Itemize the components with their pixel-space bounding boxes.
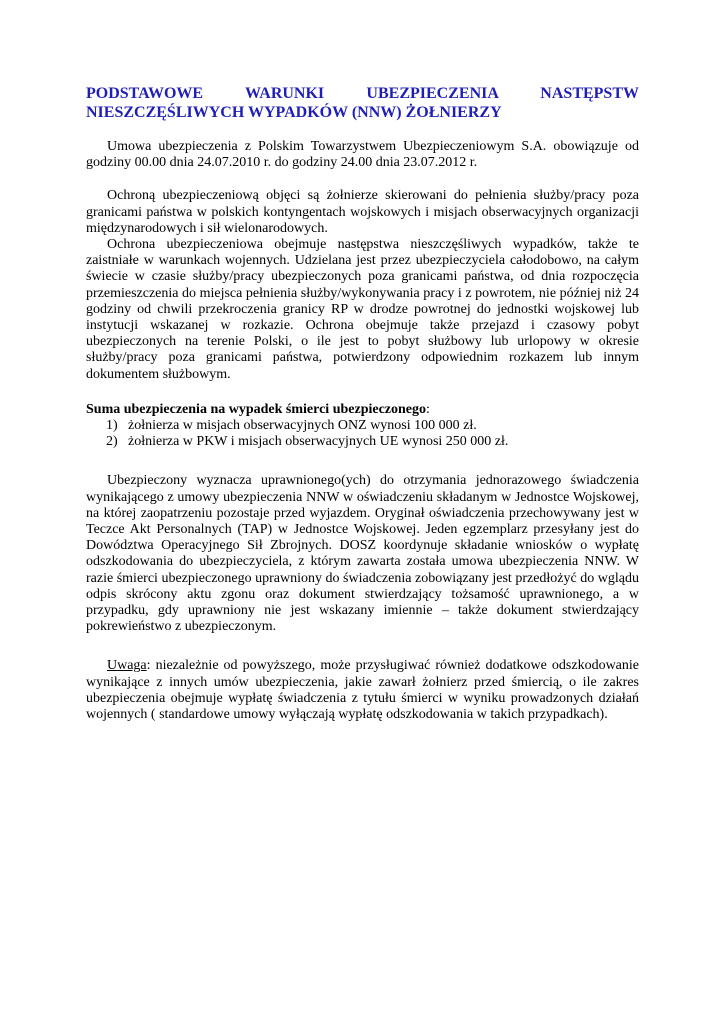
paragraph-policy-period: Umowa ubezpieczenia z Polskim Towarzystwem Ubezpieczeniowym S.A. obowiązuje od godziny 00.00 dnia 24.07.2010 r. do godziny 24.00 dnia 23.07.2012 r. xyxy=(86,139,639,171)
note-label: Uwaga xyxy=(107,658,147,674)
list-item-number: 1) xyxy=(106,418,118,434)
title-line-1: PODSTAWOWE WARUNKI UBEZPIECZENIA NASTĘPSTW xyxy=(86,85,639,102)
list-item xyxy=(86,418,639,434)
title-line-2: NIESZCZĘŚLIWYCH WYPADKÓW (NNW) ŻOŁNIERZY xyxy=(86,104,502,121)
document-page xyxy=(86,84,639,723)
paragraph-beneficiary: Ubezpieczony wyznacza uprawnionego(ych) do otrzymania jednorazowego świadczenia wynikającego z umowy ubezpieczenia NNW w oświadczeniu składanym w Jednostce Wojskowej, na której zaopatrzeniu pozostaje przed wyjazdem. Oryginał oświadczenia przechowywany jest w Teczce Akt Personalnych (TAP) w Jednostce Wojskowej. Jeden egzemplarz przesyłany jest do Dowództwa Operacyjnego Sił Zbrojnych. DOSZ koordynuje składanie wniosków o wypłatę odszkodowania do ubezpieczyciela, z którym zawarta została umowa ubezpieczenia NNW. W razie śmierci ubezpieczonego uprawniony do świadczenia zobowiązany jest przedłożyć do wglądu odpis skrócony aktu zgonu oraz dokument stwierdzający tożsamość uprawnionego, a w przypadku, gdy uprawniony nie jest wskazany imiennie – także dokument stwierdzający pokrewieństwo z ubezpieczonym. xyxy=(86,473,639,635)
document-title xyxy=(86,84,639,122)
list-item-text: żołnierza w misjach obserwacyjnych ONZ wynosi 100 000 zł. xyxy=(128,418,477,434)
paragraph-coverage-scope: Ochrona ubezpieczeniowa obejmuje następstwa nieszczęśliwych wypadków, także te zaistniałe w warunkach wojennych. Udzielana jest przez ubezpieczyciela całodobowo, na całym świecie w czasie służby/pracy ubezpieczonych poza granicami państwa, od dnia rozpoczęcia przemieszczenia do miejsca pełnienia służby/wykonywania pracy i z powrotem, nie później niż 24 godziny od chwili przekroczenia granicy RP w drodze powrotnej do jednostki wojskowej lub instytucji wskazanej w rozkazie. Ochrona obejmuje także przejazd i czasowy pobyt ubezpieczonych na terenie Polski, o ile jest to pobyt służbowy lub urlopowy w okresie służby/pracy poza granicami państwa, potwierdzony odpowiednim rozkazem lub innym dokumentem służbowym. xyxy=(86,237,639,382)
sum-insured-list xyxy=(86,418,639,450)
note-text: : niezależnie od powyższego, może przysługiwać również dodatkowe odszkodowanie wynikające z innych umów ubezpieczenia, jakie zawarł żołnierz przed śmiercią, o ile zakres ubezpieczenia obejmuje wypłatę świadczenia z tytułu śmierci w wyniku prowadzonych działań wojennych ( standardowe umowy wyłączają wypłatę odszkodowania w takich przypadkach). xyxy=(86,658,639,723)
sum-insured-heading xyxy=(86,402,639,418)
sum-insured-heading-text: Suma ubezpieczenia na wypadek śmierci ubezpieczonego xyxy=(86,401,427,417)
paragraph-insured-persons: Ochroną ubezpieczeniową objęci są żołnierze skierowani do pełnienia służby/pracy poza granicami państwa w polskich kontyngentach wojskowych i misjach obserwacyjnych organizacji międzynarodowych i sił wielonarodowych. xyxy=(86,188,639,236)
list-item xyxy=(86,434,639,450)
sum-insured-heading-colon: : xyxy=(426,401,430,417)
list-item-number: 2) xyxy=(106,434,118,450)
paragraph-note xyxy=(86,658,639,723)
list-item-text: żołnierza w PKW i misjach obserwacyjnych UE wynosi 250 000 zł. xyxy=(128,434,509,450)
